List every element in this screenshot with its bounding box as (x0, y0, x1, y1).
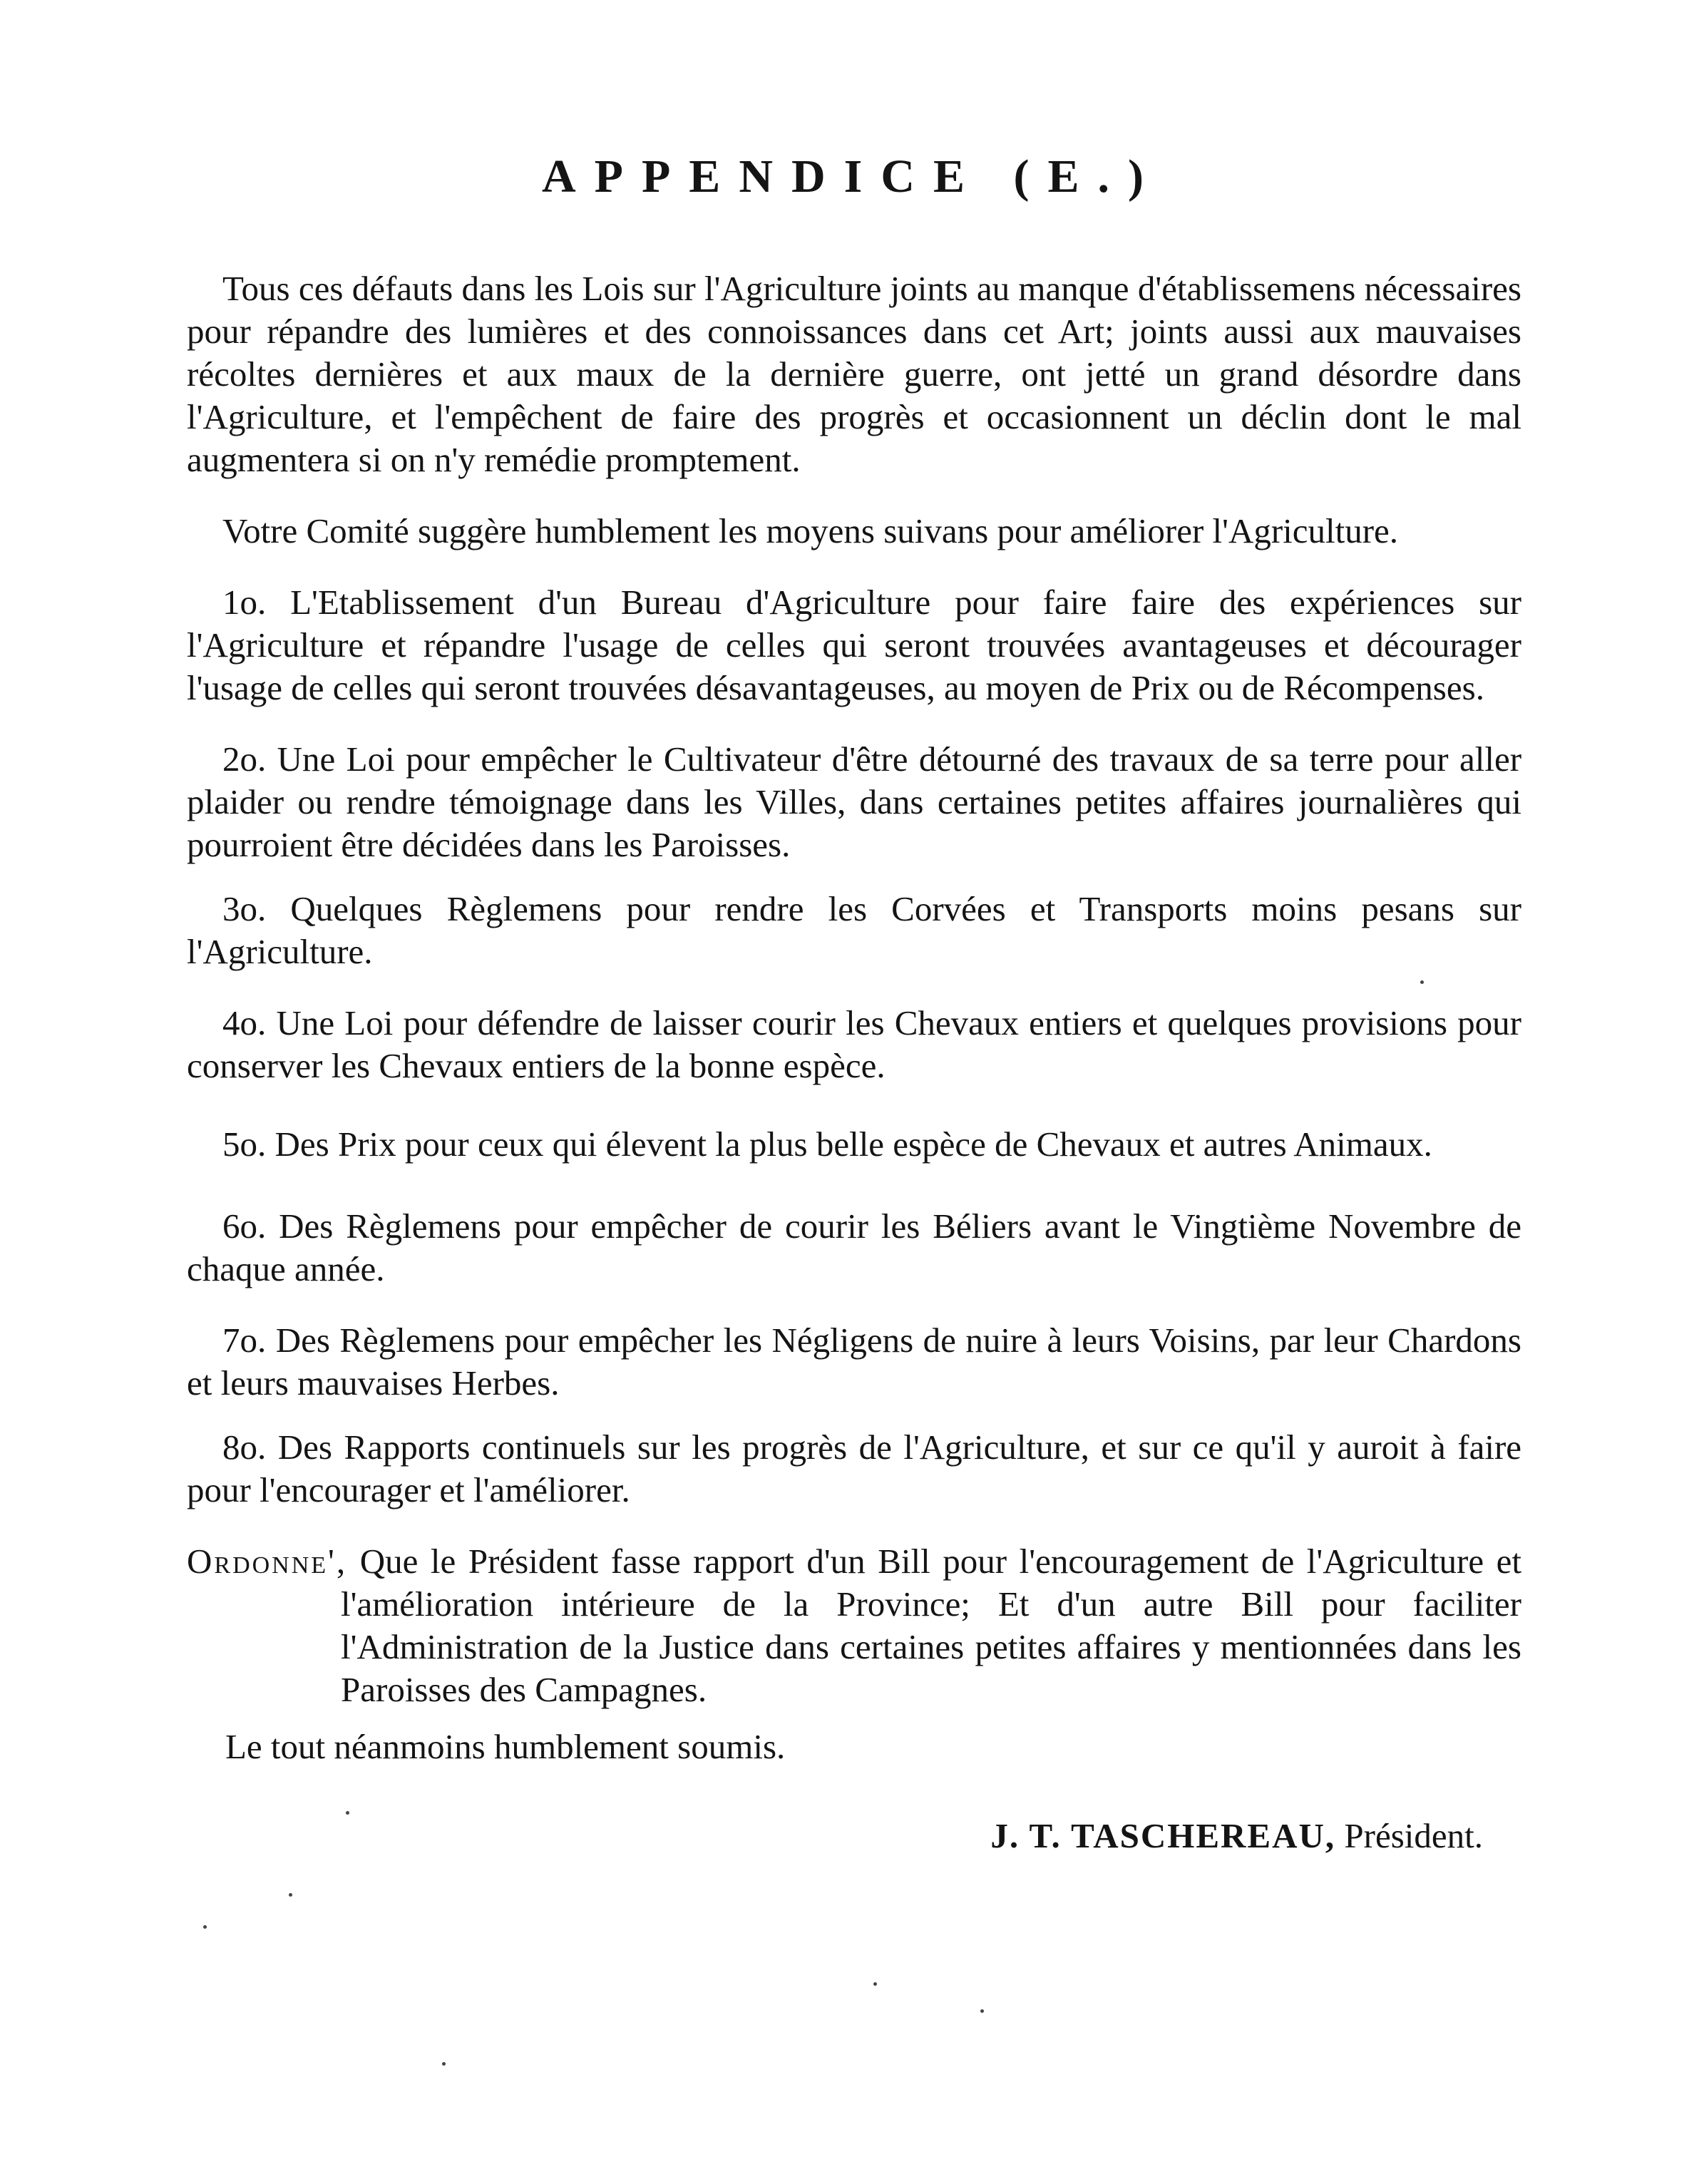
item-text: Des Rapports continuels sur les progrès de l'Agriculture, et sur ce qu'il y auroit à faire pour l'encourager et l'améliorer. (187, 1427, 1522, 1509)
scan-speck (203, 1925, 207, 1929)
item-number: 4o. (222, 1003, 267, 1042)
closing-line: Le tout néanmoins humblement soumis. (225, 1727, 786, 1766)
signature-role: Président. (1344, 1816, 1483, 1855)
scan-speck (346, 1811, 349, 1815)
scan-speck (873, 1982, 877, 1986)
ordonne-lead: Ordonne', (187, 1542, 348, 1581)
list-item (187, 1426, 1521, 1512)
item-number: 8o. (222, 1427, 267, 1467)
list-item (187, 1319, 1521, 1405)
list-item (187, 1002, 1521, 1087)
list-item (187, 1205, 1521, 1291)
item-text: Des Règlemens pour empêcher les Négligens de nuire à leurs Voisins, par leur Chardons et leurs mauvaises Herbes. (187, 1321, 1522, 1403)
scan-speck (289, 1893, 292, 1897)
item-number: 1o. (222, 583, 267, 622)
item-text: L'Etablissement d'un Bureau d'Agriculture pour faire faire des expériences sur l'Agriculture et répandre l'usage de celles qui seront trouvées avantageuses et décourager l'usage de celles qui seront trouvées désavantageuses, au moyen de Prix ou de Récompenses. (187, 583, 1522, 707)
item-number: 7o. (222, 1321, 267, 1360)
scan-speck (980, 2009, 984, 2013)
item-text: Des Règlemens pour empêcher de courir les Béliers avant le Vingtième Novembre de chaque année. (187, 1206, 1522, 1288)
item-text: Des Prix pour ceux qui élevent la plus belle espèce de Chevaux et autres Animaux. (274, 1124, 1432, 1164)
signature (813, 1815, 1483, 1857)
list-item (187, 738, 1521, 866)
item-text: Quelques Règlemens pour rendre les Corvées et Transports moins pesans sur l'Agriculture. (187, 889, 1521, 971)
signature-name: J. T. TASCHEREAU, (990, 1816, 1336, 1855)
item-number: 3o. (222, 889, 267, 928)
item-text: Une Loi pour défendre de laisser courir les Chevaux entiers et quelques provisions pour conserver les Chevaux entiers de la bonne espèce. (187, 1003, 1522, 1085)
intro-paragraph: Tous ces défauts dans les Lois sur l'Agriculture joints au manque d'établissemens nécessaires pour répandre des lumières et des connoissances dans cet Art; joints aussi aux mauvaises récoltes dernières et aux maux de la dernière guerre, ont jetté un grand désordre dans l'Agriculture, et l'empêchent de faire des progrès et occasionnent un déclin dont le mal augmentera si on n'y remédie promptement. (187, 269, 1521, 479)
scan-speck (442, 2062, 446, 2066)
list-item (187, 888, 1521, 973)
list-item (187, 1123, 1521, 1166)
ordonne-text: Que le Président fasse rapport d'un Bill pour l'encouragement de l'Agriculture et l'amélioration intérieure de la Province; Et d'un autre Bill pour faciliter l'Administration de la Justice dans certaines petites affaires y mentionnées dans les Paroisses des Campagnes. (341, 1542, 1521, 1709)
item-number: 5o. (222, 1124, 267, 1164)
page-title: APPENDICE (E.) (542, 150, 1162, 202)
suggestion-paragraph: Votre Comité suggère humblement les moyens suivans pour améliorer l'Agriculture. (222, 511, 1399, 550)
ordonne-paragraph (187, 1540, 1521, 1711)
scan-speck (1420, 980, 1424, 984)
item-number: 2o. (222, 739, 267, 779)
item-text: Une Loi pour empêcher le Cultivateur d'être détourné des travaux de sa terre pour aller plaider ou rendre témoignage dans les Villes, dans certaines petites affaires journalières qui pourroient être décidées dans les Paroisses. (187, 739, 1522, 864)
list-item (187, 581, 1521, 709)
item-number: 6o. (222, 1206, 267, 1246)
